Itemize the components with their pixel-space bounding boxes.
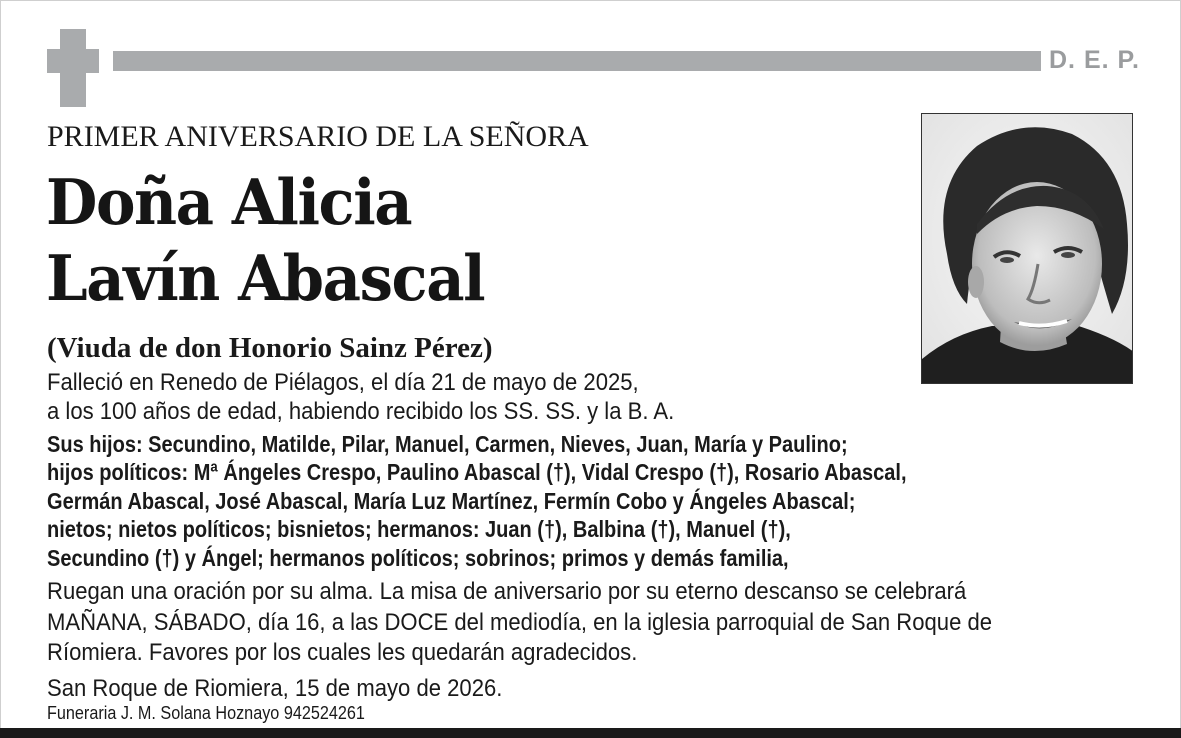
widow-line: (Viuda de don Honorio Sainz Pérez) <box>47 332 493 364</box>
bottom-bar <box>0 728 1181 738</box>
family-line: nietos; nietos políticos; bisnietos; hermanos: Juan (†), Balbina (†), Manuel (†), <box>47 516 791 542</box>
dep-label: D. E. P. <box>1049 46 1140 74</box>
family-line: Secundino (†) y Ángel; hermanos políticos; sobrinos; primos y demás familia, <box>47 545 789 571</box>
family-line: Sus hijos: Secundino, Matilde, Pilar, Manuel, Carmen, Nieves, Juan, María y Paulino; <box>47 431 848 457</box>
family-line: Germán Abascal, José Abascal, María Luz Martínez, Fermín Cobo y Ángeles Abascal; <box>47 488 856 514</box>
death-line-2: a los 100 años de edad, habiendo recibido los SS. SS. y la B. A. <box>47 398 675 425</box>
portrait-photo <box>921 113 1133 384</box>
place-date: San Roque de Riomiera, 15 de mayo de 2026. <box>47 675 503 702</box>
mass-line: MAÑANA, SÁBADO, día 16, a las DOCE del mediodía, en la iglesia parroquial de San Roque de <box>47 609 993 636</box>
funeral-home: Funeraria J. M. Solana Hoznayo 942524261 <box>47 703 365 723</box>
mass-line: Ríomiera. Favores por los cuales les quedarán agradecidos. <box>47 639 638 666</box>
family-line: hijos políticos: Mª Ángeles Crespo, Paulino Abascal (†), Vidal Crespo (†), Rosario Abascal, <box>47 459 907 485</box>
cross-icon-arm <box>47 49 99 73</box>
notice-subtitle: PRIMER ANIVERSARIO DE LA SEÑORA <box>47 120 589 153</box>
header-rule <box>113 51 1041 71</box>
death-line-1: Falleció en Renedo de Piélagos, el día 21 de mayo de 2025, <box>47 369 639 396</box>
mass-line: Ruegan una oración por su alma. La misa de aniversario por su eterno descanso se celebrará <box>47 578 967 605</box>
deceased-name-last: Lavín Abascal <box>46 241 485 315</box>
deceased-name-first: Doña Alicia <box>46 165 412 239</box>
portrait-image <box>922 114 1133 384</box>
